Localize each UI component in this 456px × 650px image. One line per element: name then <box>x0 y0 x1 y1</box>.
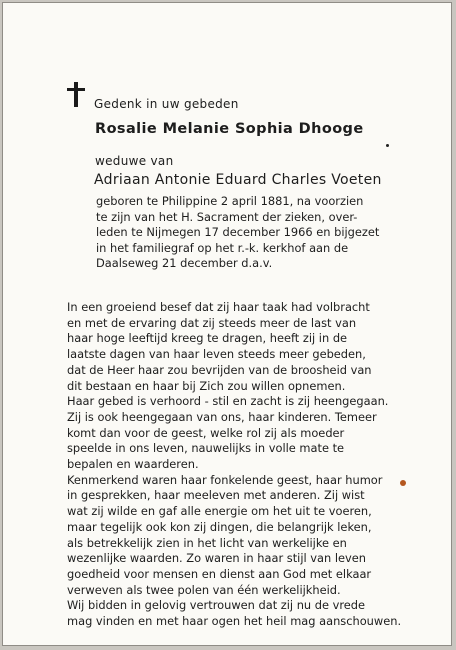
biography-paragraph <box>96 194 426 272</box>
text-line: dat de Heer haar zou bevrijden van de broosheid van <box>67 362 372 377</box>
text-line: haar hoge leeftijd kreeg te dragen, heeft zij in de <box>67 331 348 346</box>
text-line: en met de ervaring dat zij steeds meer de last van <box>67 315 357 330</box>
bio-line: te zijn van het H. Sacrament der zieken, over- <box>96 209 358 224</box>
remembrance-line: Gedenk in uw gebeden <box>94 97 239 111</box>
text-line: laatste dagen van haar leven steeds meer gebeden, <box>67 347 366 362</box>
text-line: Kenmerkend waren haar fonkelende geest, haar humor <box>67 472 383 487</box>
print-dot <box>386 144 389 147</box>
text-line: als betrekkelijk zien in het licht van werkelijke en <box>67 535 347 550</box>
memorial-text <box>67 300 437 630</box>
text-line: in gesprekken, haar meeleven met anderen. Zij wist <box>67 488 365 503</box>
bio-line: in het familiegraf op het r.-k. kerkhof aan de <box>96 240 349 255</box>
text-line: Haar gebed is verhoord - stil en zacht is zij heengegaan. <box>67 394 389 409</box>
text-line: maar tegelijk ook kon zij dingen, die belangrijk leken, <box>67 519 372 534</box>
text-line: Zij is ook heengegaan van ons, haar kinderen. Temeer <box>67 409 377 424</box>
husband-name: Adriaan Antonie Eduard Charles Voeten <box>94 172 382 188</box>
widow-of-label: weduwe van <box>95 154 174 168</box>
memorial-card <box>2 2 452 646</box>
cross-icon <box>67 82 85 107</box>
bio-line: Daalseweg 21 december d.a.v. <box>96 256 273 270</box>
text-line: dit bestaan en haar bij Zich zou willen opnemen. <box>67 378 346 393</box>
bio-line: geboren te Philippine 2 april 1881, na voorzien <box>96 194 364 208</box>
text-line: verweven als twee polen van één werkelijkheid. <box>67 582 341 597</box>
text-line: bepalen en waarderen. <box>67 457 199 472</box>
text-line: wezenlijke waarden. Zo waren in haar stijl van leven <box>67 551 366 566</box>
text-line: mag vinden en met haar ogen het heil mag aanschouwen. <box>67 614 402 629</box>
text-line: goedheid voor mensen en dienst aan God met elkaar <box>67 566 372 581</box>
text-line: In een groeiend besef dat zij haar taak had volbracht <box>67 300 370 314</box>
text-line: komt dan voor de geest, welke rol zij als moeder <box>67 425 345 440</box>
text-line: Wij bidden in gelovig vertrouwen dat zij nu de vrede <box>67 598 366 613</box>
bio-line: leden te Nijmegen 17 december 1966 en bijgezet <box>96 225 380 239</box>
text-line: speelde in ons leven, nauwelijks in volle mate te <box>67 441 345 456</box>
deceased-name: Rosalie Melanie Sophia Dhooge <box>95 121 364 137</box>
text-line: wat zij wilde en gaf alle energie om het uit te voeren, <box>67 504 372 519</box>
ink-stain <box>400 480 406 486</box>
